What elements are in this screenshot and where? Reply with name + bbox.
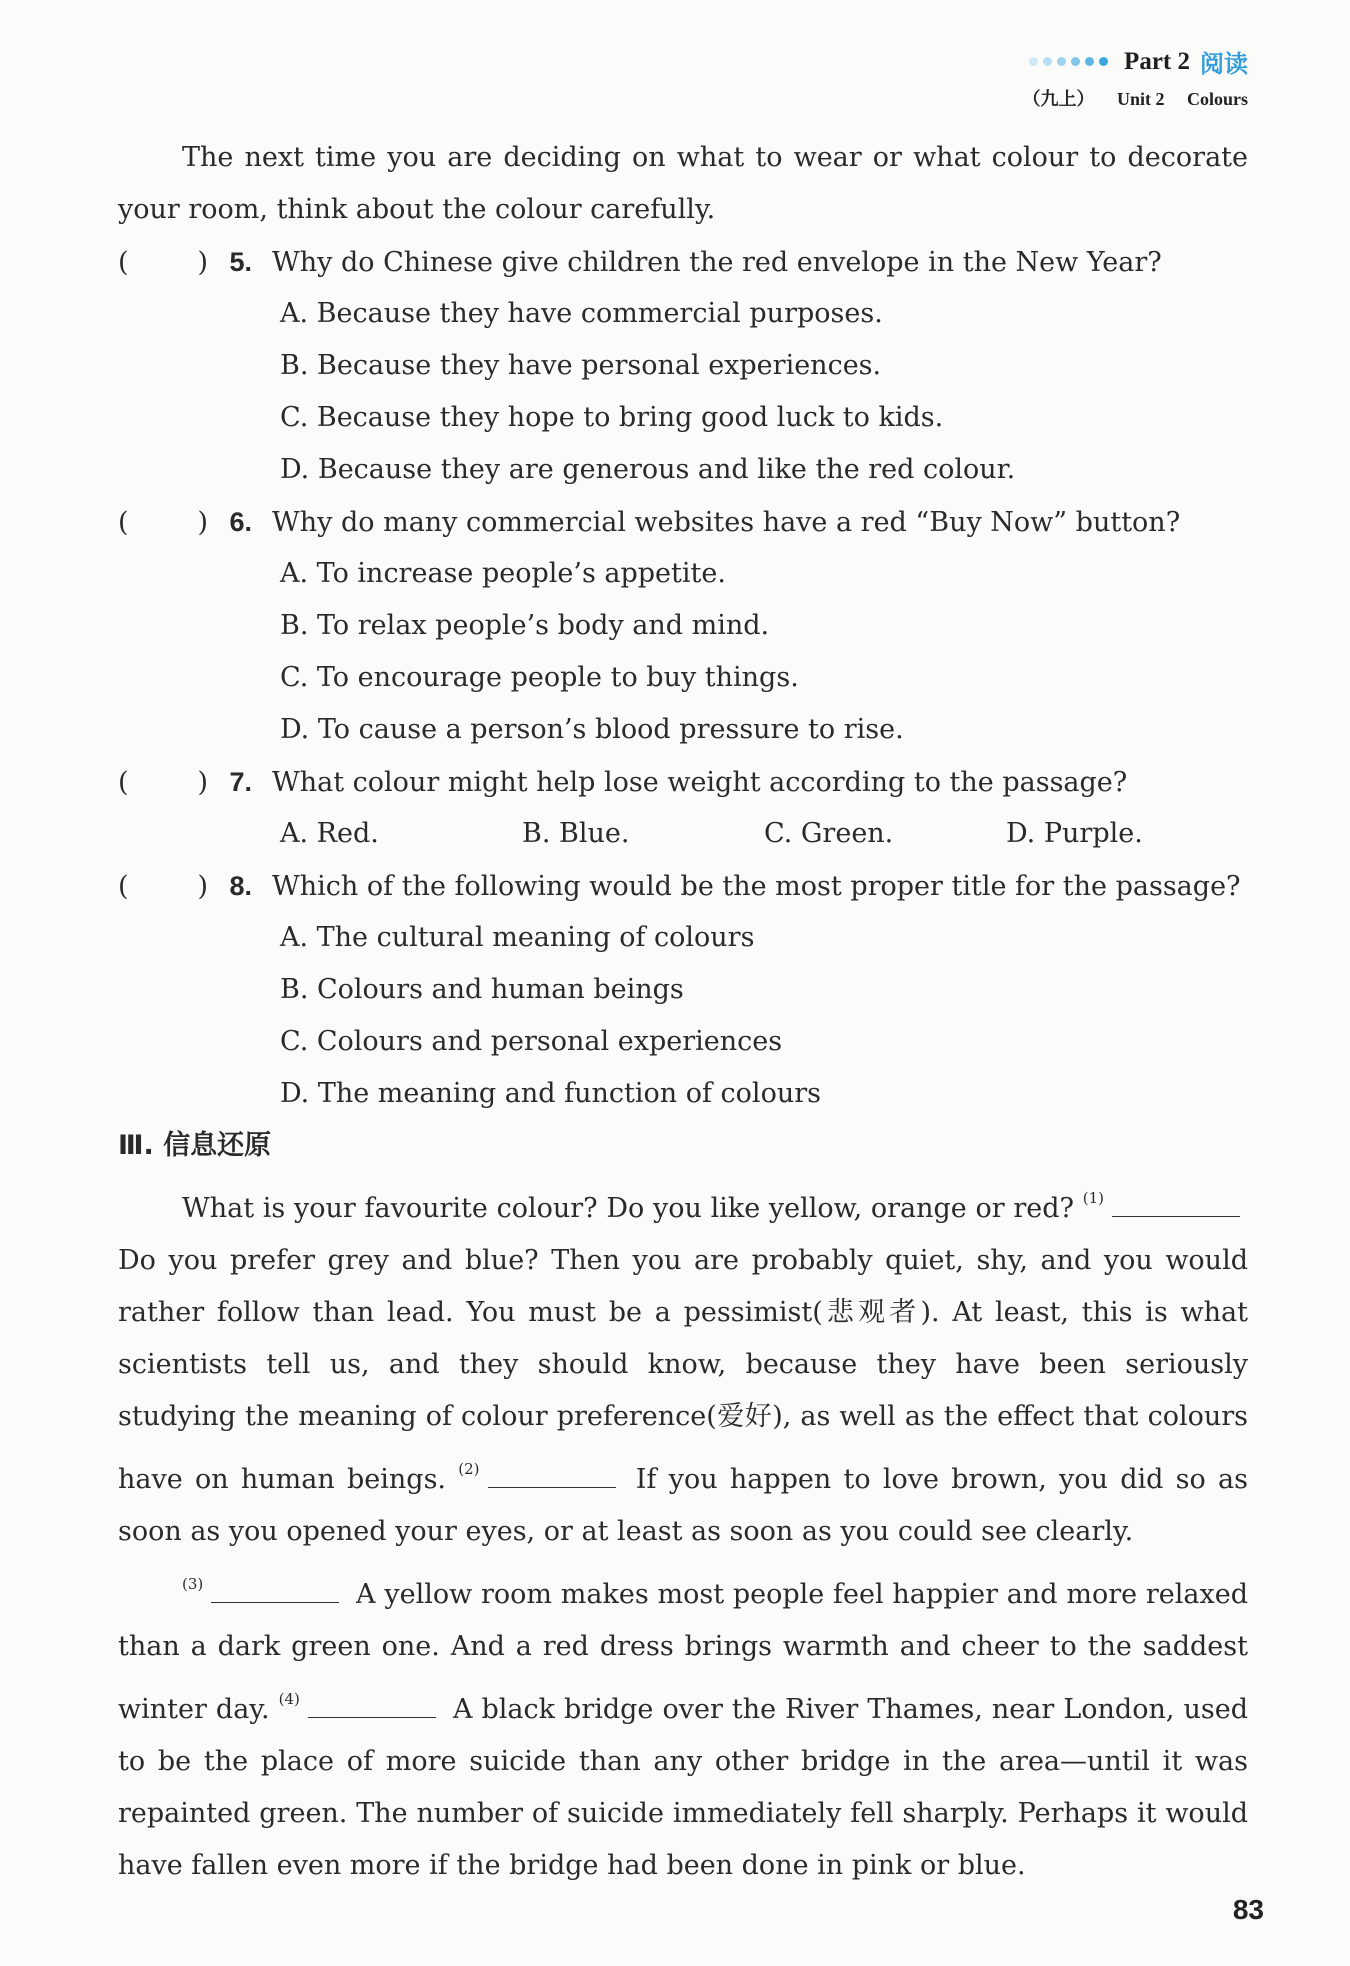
- option-b: B. Because they have personal experiences.: [280, 350, 882, 381]
- options-list: [280, 548, 1248, 756]
- option-c: C. Green.: [764, 818, 894, 849]
- question-number: 8.: [229, 871, 252, 901]
- passage-text: A black bridge over the River Thames, near London, used to be the place of more suicide than any other bridge in the area—until it was repainted green. The number of suicide immediately fell sharply. Perhaps it would have fallen even more if the bridge had been done in pink or blue.: [118, 1694, 1248, 1881]
- answer-bracket[interactable]: ( ): [118, 767, 208, 798]
- dot-icon: [1029, 57, 1038, 66]
- page-number: 83: [1232, 1894, 1264, 1925]
- question-number: 5.: [229, 247, 252, 277]
- passage-text: If you happen to love brown, you did so as soon as you opened your eyes, or at least as soon as you could see clearly.: [118, 1464, 1248, 1547]
- dot-icon: [1043, 57, 1052, 66]
- blank-number: (1): [1082, 1189, 1104, 1207]
- section-title: Ⅲ. 信息还原: [118, 1130, 272, 1161]
- option-b: B. Blue.: [522, 818, 630, 849]
- option-c: C. Colours and personal experiences: [280, 1026, 783, 1057]
- question-text: What colour might help lose weight according to the passage?: [272, 767, 1128, 798]
- main-content: [118, 132, 1248, 1892]
- blank-number: (3): [182, 1575, 204, 1593]
- dot-icon: [1057, 57, 1066, 66]
- option-c: C. To encourage people to buy things.: [280, 662, 799, 693]
- question-8: [118, 860, 1248, 912]
- options-list: [280, 912, 1248, 1120]
- answer-blank-1[interactable]: [1112, 1194, 1240, 1217]
- question-text: Why do many commercial websites have a red “Buy Now” button?: [272, 507, 1181, 538]
- decorative-dots: [1029, 57, 1108, 66]
- option-d: D. The meaning and function of colours: [280, 1078, 821, 1109]
- passage-paragraph-1: [118, 1172, 1248, 1558]
- intro-paragraph: The next time you are deciding on what to wear or what colour to decorate your room, think about the colour carefully.: [118, 142, 1248, 225]
- question-number: 7.: [229, 767, 252, 797]
- question-7: [118, 756, 1248, 808]
- passage-text: What is your favourite colour? Do you like yellow, orange or red?: [182, 1193, 1075, 1224]
- answer-blank-3[interactable]: [211, 1580, 339, 1603]
- option-b: B. Colours and human beings: [280, 974, 684, 1005]
- passage-paragraph-2: [118, 1558, 1248, 1892]
- option-d: D. To cause a person’s blood pressure to rise.: [280, 714, 904, 745]
- option-d: D. Purple.: [1006, 818, 1143, 849]
- options-row: [280, 808, 1248, 860]
- option-c: C. Because they hope to bring good luck to kids.: [280, 402, 944, 433]
- option-a: A. The cultural meaning of colours: [280, 922, 755, 953]
- answer-bracket[interactable]: ( ): [118, 871, 208, 902]
- grade-label: （九上）: [1022, 89, 1095, 109]
- question-text: Which of the following would be the most proper title for the passage?: [272, 871, 1241, 902]
- unit-label: Unit 2: [1116, 89, 1165, 109]
- options-list: [280, 288, 1248, 496]
- dot-icon: [1071, 57, 1080, 66]
- blank-number: (2): [458, 1460, 480, 1478]
- passage-text: Do you prefer grey and blue? Then you are probably quiet, shy, and you would rather follow than lead. You must be a pessimist(悲观者). At least, this is what scientists tell us, and they should know, because they have been seriously studying the meaning of colour preference(爱好), as well as the effect that colours have on human beings.: [118, 1245, 1248, 1495]
- dot-icon: [1085, 57, 1094, 66]
- answer-bracket[interactable]: ( ): [118, 247, 208, 278]
- answer-bracket[interactable]: ( ): [118, 507, 208, 538]
- passage-text: A yellow room makes most people feel happier and more relaxed than a dark green one. And a red dress brings warmth and cheer to the saddest winter day.: [118, 1579, 1248, 1725]
- option-a: A. Because they have commercial purposes.: [280, 298, 883, 329]
- section-cn-title: 阅读: [1200, 50, 1248, 78]
- question-text: Why do Chinese give children the red envelope in the New Year?: [272, 247, 1162, 278]
- option-b: B. To relax people’s body and mind.: [280, 610, 770, 641]
- option-a: A. Red.: [280, 818, 379, 849]
- answer-blank-4[interactable]: [308, 1695, 436, 1718]
- question-6: [118, 496, 1248, 548]
- part-label: Part 2: [1124, 47, 1190, 75]
- page-header: [1004, 44, 1248, 111]
- question-number: 6.: [229, 507, 252, 537]
- dot-icon: [1099, 57, 1108, 66]
- blank-number: (4): [278, 1690, 300, 1708]
- unit-title: Colours: [1186, 89, 1248, 109]
- option-a: A. To increase people’s appetite.: [280, 558, 726, 589]
- question-5: [118, 236, 1248, 288]
- option-d: D. Because they are generous and like the red colour.: [280, 454, 1016, 485]
- answer-blank-2[interactable]: [488, 1465, 616, 1488]
